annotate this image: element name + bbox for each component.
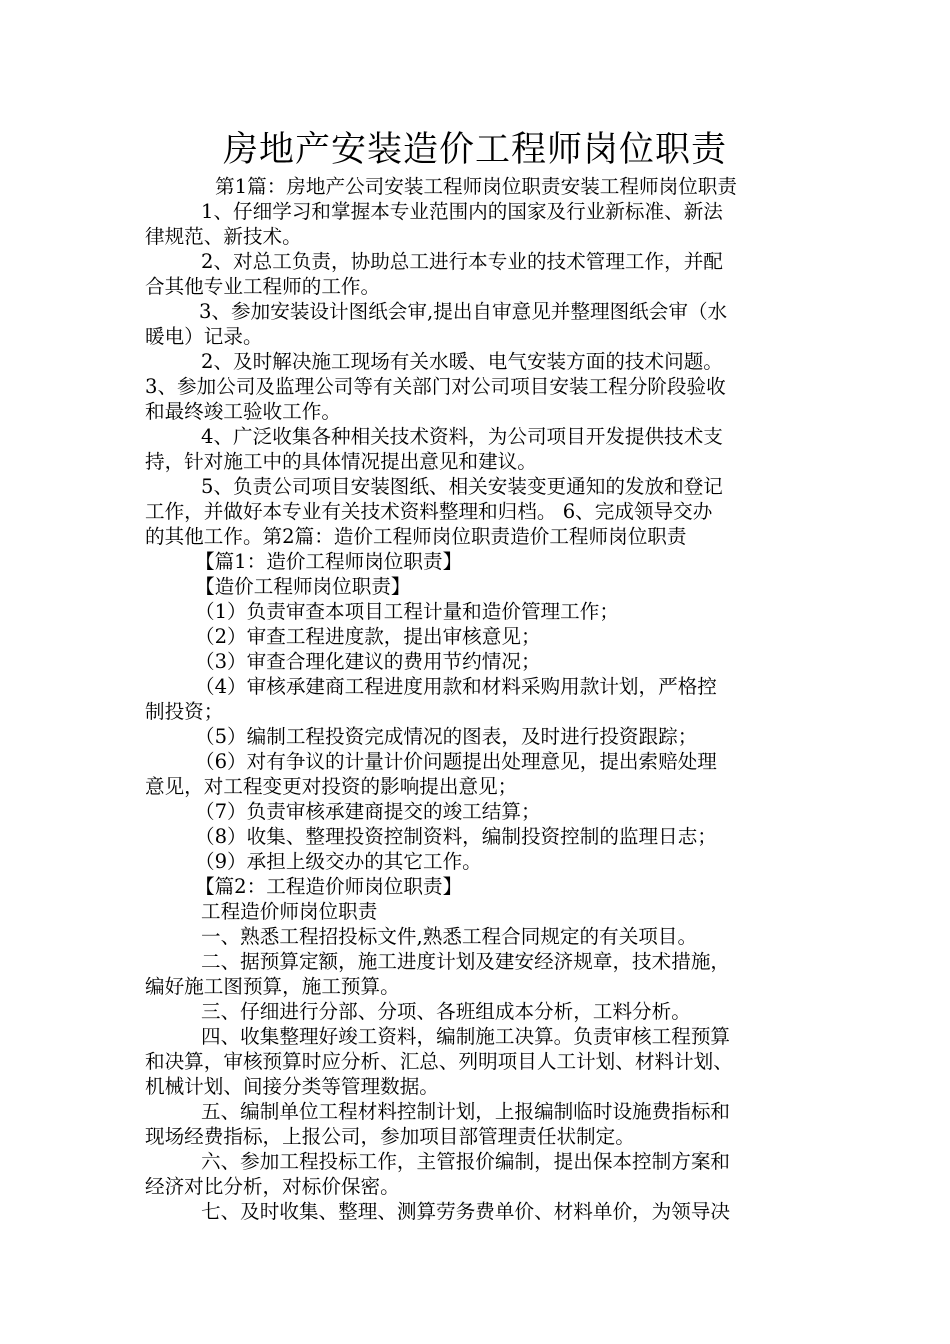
- list-item: （1）负责审查本项目工程计量和造价管理工作；: [195, 600, 619, 623]
- paragraph-line: 律规范、新技术。: [145, 225, 302, 248]
- list-item: （7）负责审核承建商提交的竣工结算；: [195, 800, 541, 823]
- paragraph-line: 机械计划、间接分类等管理数据。: [145, 1075, 439, 1098]
- paragraph-line: 制投资；: [145, 700, 224, 723]
- paragraph-line: 四、收集整理好竣工资料，编制施工决算。负责审核工程预算: [201, 1025, 731, 1048]
- paragraph-line: 3、参加安装设计图纸会审,提出自审意见并整理图纸会审（水: [199, 300, 728, 323]
- document-body: [145, 174, 825, 1224]
- paragraph-line: 2、对总工负责，协助总工进行本专业的技术管理工作，并配: [201, 250, 723, 273]
- paragraph-line: 持，针对施工中的具体情况提出意见和建议。: [145, 450, 537, 473]
- paragraph-line: 5、负责公司项目安装图纸、相关安装变更通知的发放和登记: [201, 475, 723, 498]
- paragraph-line: 七、及时收集、整理、测算劳务费单价、材料单价，为领导决: [201, 1200, 731, 1223]
- list-item: （2）审查工程进度款，提出审核意见；: [195, 625, 541, 648]
- paragraph-line: 3、参加公司及监理公司等有关部门对公司项目安装工程分阶段验收: [145, 375, 726, 398]
- paragraph-line: 1、仔细学习和掌握本专业范围内的国家及行业新标准、新法: [201, 200, 723, 223]
- paragraph-line: 暖电）记录。: [145, 325, 263, 348]
- section-heading: 【篇1：造价工程师岗位职责】: [195, 550, 463, 573]
- list-item: （6）对有争议的计量计价问题提出处理意见，提出索赔处理: [195, 750, 717, 773]
- list-item: （8）收集、整理投资控制资料，编制投资控制的监理日志；: [195, 825, 717, 848]
- paragraph-line: 和最终竣工验收工作。: [145, 400, 341, 423]
- section-heading: 【篇2：工程造价师岗位职责】: [195, 875, 463, 898]
- paragraph-line: 4、广泛收集各种相关技术资料，为公司项目开发提供技术支: [201, 425, 723, 448]
- paragraph-line: 和决算，审核预算时应分析、汇总、列明项目人工计划、材料计划、: [145, 1050, 733, 1073]
- paragraph-line: 的其他工作。第2篇：造价工程师岗位职责造价工程师岗位职责: [145, 525, 687, 548]
- paragraph-line: 2、及时解决施工现场有关水暖、电气安装方面的技术问题。: [201, 350, 723, 373]
- paragraph-line: 编好施工图预算，施工预算。: [145, 975, 400, 998]
- section-heading: 【造价工程师岗位职责】: [195, 575, 411, 598]
- paragraph-line: 二、据预算定额，施工进度计划及建安经济规章，技术措施，: [201, 950, 731, 973]
- paragraph-line: 意见，对工程变更对投资的影响提出意见；: [145, 775, 518, 798]
- list-item: （9）承担上级交办的其它工作。: [195, 850, 482, 873]
- paragraph-line: 六、参加工程投标工作，主管报价编制，提出保本控制方案和: [201, 1150, 731, 1173]
- paragraph-line: 五、编制单位工程材料控制计划，上报编制临时设施费指标和: [201, 1100, 731, 1123]
- document-title: 房地产安装造价工程师岗位职责: [222, 130, 727, 170]
- paragraph-line: 合其他专业工程师的工作。: [145, 275, 381, 298]
- list-item: （5）编制工程投资完成情况的图表，及时进行投资跟踪；: [195, 725, 698, 748]
- list-item: （4）审核承建商工程进度用款和材料采购用款计划，严格控: [195, 675, 717, 698]
- paragraph-line: 现场经费指标，上报公司，参加项目部管理责任状制定。: [145, 1125, 635, 1148]
- paragraph-line: 工作，并做好本专业有关技术资料整理和归档。 6、完成领导交办: [145, 500, 713, 523]
- list-item: （3）审查合理化建议的费用节约情况；: [195, 650, 541, 673]
- section-heading: 第1篇：房地产公司安装工程师岗位职责安装工程师岗位职责: [215, 175, 737, 198]
- paragraph-line: 经济对比分析，对标价保密。: [145, 1175, 400, 1198]
- paragraph-line: 三、仔细进行分部、分项、各班组成本分析，工料分析。: [201, 1000, 691, 1023]
- section-heading: 工程造价师岗位职责: [201, 900, 378, 923]
- paragraph-line: 一、熟悉工程招投标文件,熟悉工程合同规定的有关项目。: [201, 925, 698, 948]
